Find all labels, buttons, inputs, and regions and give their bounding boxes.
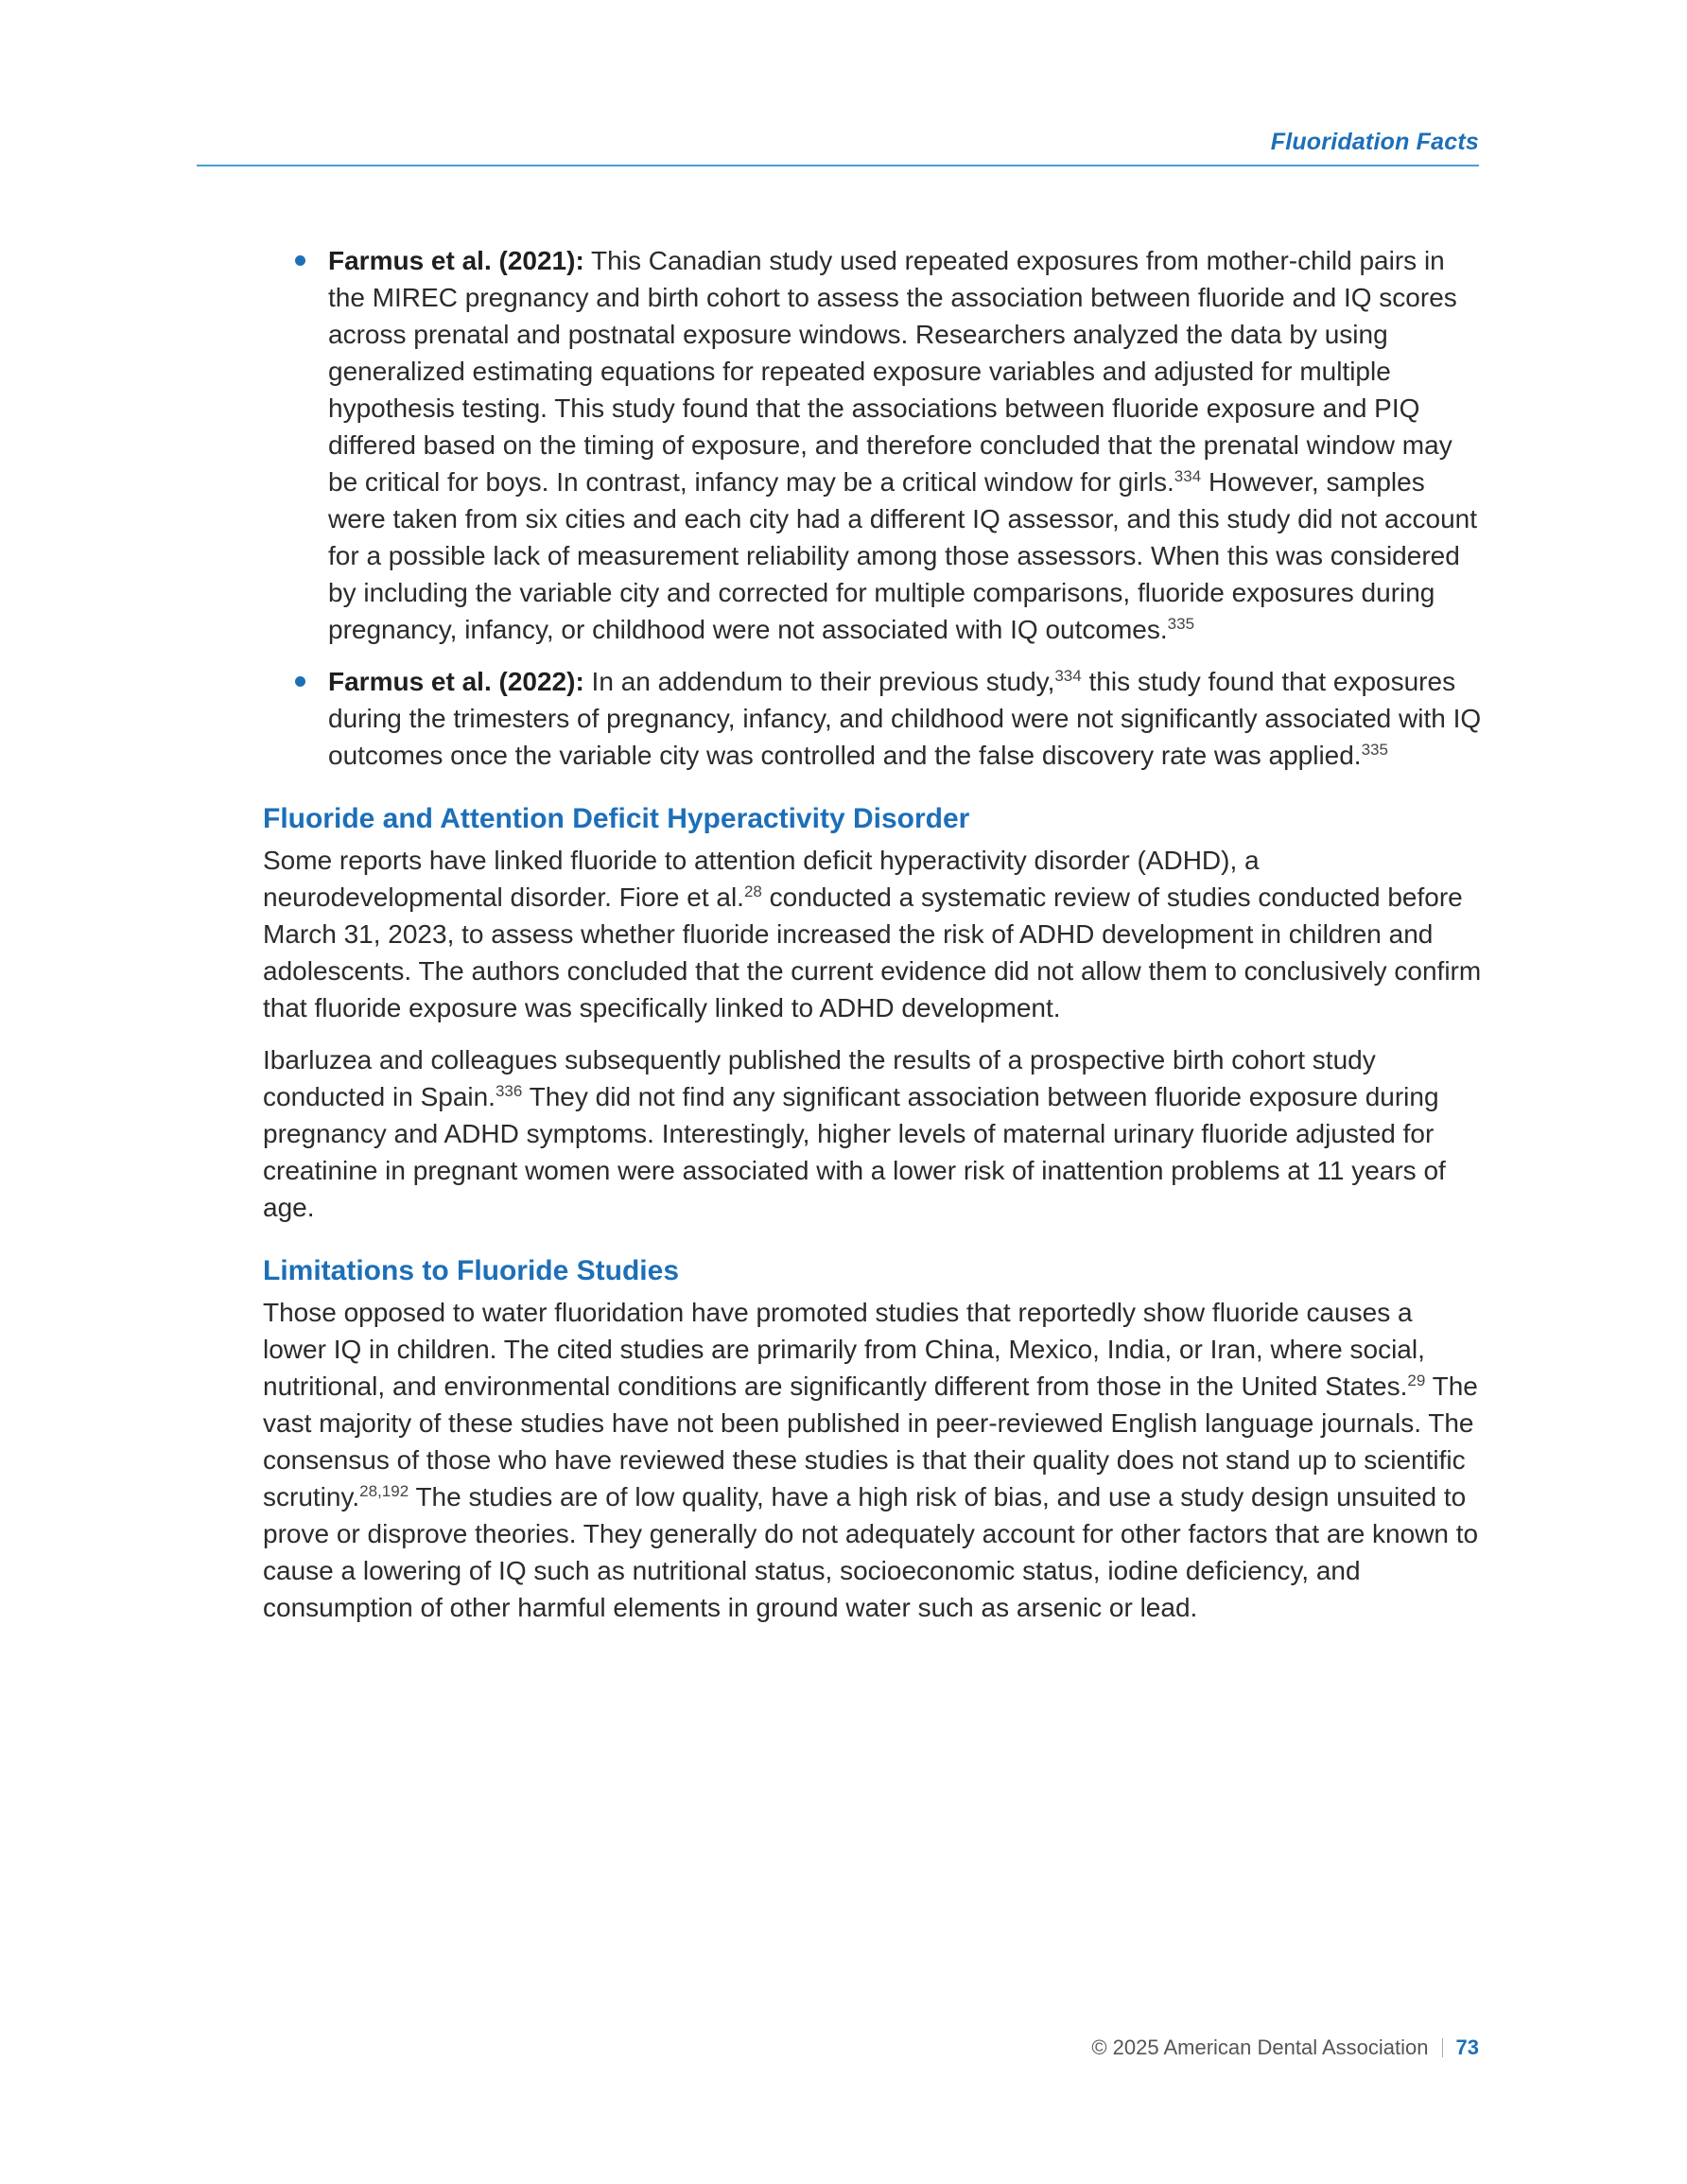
reference-superscript: 29 <box>1407 1372 1426 1389</box>
bullet-dot-icon <box>295 255 305 266</box>
reference-superscript: 334 <box>1054 667 1082 685</box>
section-heading-limitations: Limitations to Fluoride Studies <box>263 1255 680 1286</box>
reference-superscript: 335 <box>1361 741 1388 759</box>
running-header: Fluoridation Facts <box>1270 129 1479 155</box>
study-bullet-list <box>263 242 1483 774</box>
reference-superscript: 336 <box>495 1082 523 1100</box>
reference-superscript: 28 <box>743 882 762 900</box>
paragraph-text: Ibarluzea and colleagues subsequently published the results of a prospective birth cohort study conducted in Spain. <box>263 1045 1376 1111</box>
study-text: In an addendum to their previous study, <box>583 667 1055 696</box>
paragraph-text: The studies are of low quality, have a high risk of bias, and use a study design unsuited to prove or disprove theories. They generally do not adequately account for other factors that are known to cause a lowering of IQ such as nutritional status, socioeconomic status, iodine deficiency, and consumption of other harmful elements in ground water such as arsenic or lead. <box>263 1482 1479 1622</box>
page-number: 73 <box>1455 2035 1479 2059</box>
paragraph <box>263 1294 1483 1626</box>
paragraph-text: Those opposed to water fluoridation have promoted studies that reportedly show fluoride causes a lower IQ in children. The cited studies are primarily from China, Mexico, India, or Iran, where social, nutritional, and environmental conditions are significantly different from those in the United States. <box>263 1298 1425 1401</box>
section-heading-adhd: Fluoride and Attention Deficit Hyperactivity Disorder <box>263 803 970 834</box>
footer-divider <box>1442 2038 1443 2057</box>
reference-superscript: 334 <box>1174 467 1202 485</box>
paragraph-text: They did not find any significant association between fluoride exposure during pregnancy and ADHD symptoms. Interestingly, higher levels of maternal urinary fluoride adjusted for creatinine in pregnant women were associated with a lower risk of inattention problems at 11 years of age. <box>263 1082 1446 1222</box>
study-citation: Farmus et al. (2022): <box>328 667 584 696</box>
paragraph-text: conducted a systematic review of studies conducted before March 31, 2023, to assess whether fluoride increased the risk of ADHD development in children and adolescents. The authors concluded that the current evidence did not allow them to conclusively confirm that fluoride exposure was specifically linked to ADHD development. <box>263 882 1482 1022</box>
reference-superscript: 28,192 <box>359 1482 409 1500</box>
page-footer <box>197 2035 1479 2060</box>
paragraph-text: Some reports have linked fluoride to attention deficit hyperactivity disorder (ADHD), a neurodevelopmental disorder. Fiore et al. <box>263 846 1260 912</box>
paragraph <box>263 1041 1483 1226</box>
study-text: However, samples were taken from six cities and each city had a different IQ assessor, and this study did not account for a possible lack of measurement reliability among those assessors. When this was considered by including the variable city and corrected for multiple comparisons, fluoride exposures during pregnancy, infancy, or childhood were not associated with IQ outcomes. <box>328 467 1478 644</box>
page-body <box>263 242 1483 1641</box>
study-text: this study found that exposures during the trimesters of pregnancy, infancy, and childhood were not significantly associated with IQ outcomes once the variable city was controlled and the false discovery rate was applied. <box>328 667 1482 770</box>
study-text: This Canadian study used repeated exposures from mother-child pairs in the MIREC pregnancy and birth cohort to assess the association between fluoride and IQ scores across prenatal and postnatal exposure windows. Researchers analyzed the data by using generalized estimating equations for repeated exposure variables and adjusted for multiple hypothesis testing. This study found that the associations between fluoride exposure and PIQ differed based on the timing of exposure, and therefore concluded that the prenatal window may be critical for boys. In contrast, infancy may be a critical window for girls. <box>328 246 1457 497</box>
paragraph-text: The vast majority of these studies have not been published in peer-reviewed English language journals. The consensus of those who have reviewed these studies is that their quality does not stand up to scientific scrutiny. <box>263 1372 1478 1511</box>
copyright-notice: © 2025 American Dental Association <box>1091 2035 1429 2059</box>
header-rule <box>197 165 1479 166</box>
list-item <box>263 663 1483 774</box>
reference-superscript: 335 <box>1167 615 1195 633</box>
list-item <box>263 242 1483 648</box>
bullet-dot-icon <box>295 676 305 687</box>
paragraph <box>263 842 1483 1026</box>
study-citation: Farmus et al. (2021): <box>328 246 584 275</box>
